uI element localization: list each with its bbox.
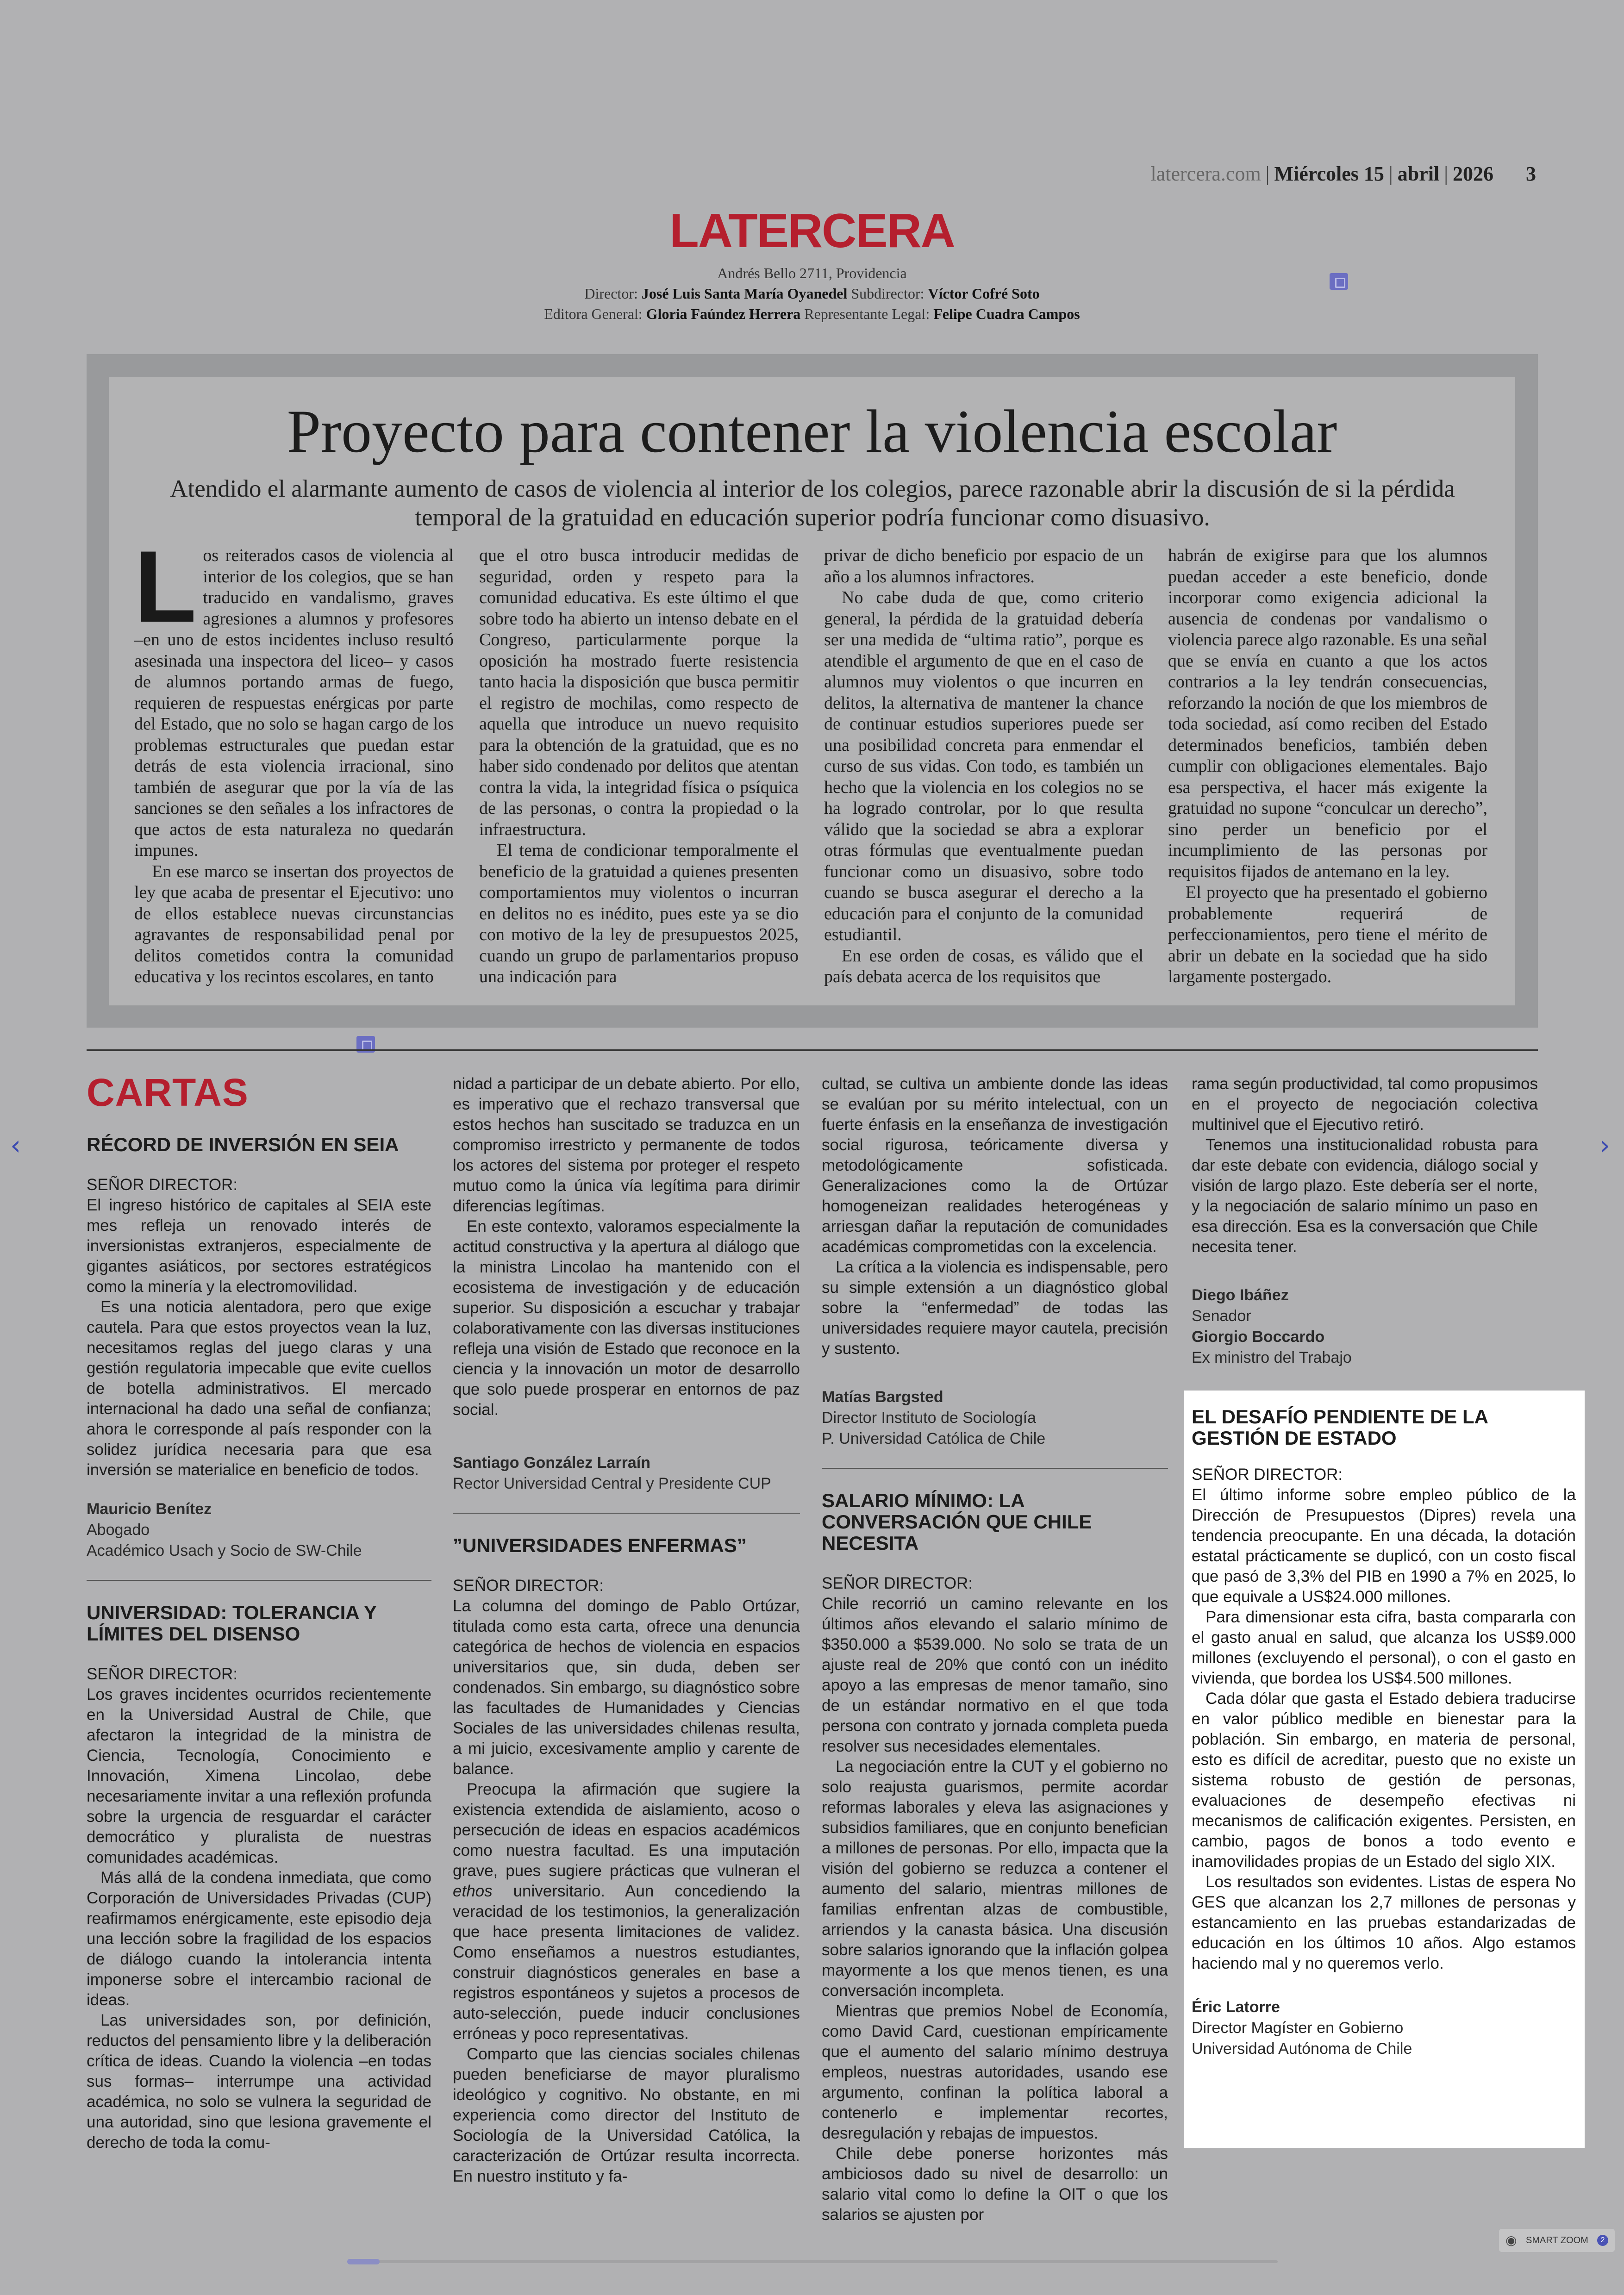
signature-name: Diego Ibáñez — [1192, 1286, 1289, 1304]
editorial-paragraph: que el otro busca introducir medidas de seguridad, orden y respeto para la comunidad educativa. Es este último el que sobre todo ha abierto un intenso debate en el Congreso, particularmente porque la oposición ha mostrado fuerte resistencia tanto hacia la disposición que busca permitir el registro de mochilas, como respecto de aquella que introduce un nuevo requisito para la obtención de la gratuidad, que es no haber sido condenado por delitos que atentan contra la vida, la integridad física o psíquica de las personas, o contra la propiedad o la infraestructura. — [479, 546, 799, 839]
letter-paragraph: El ingreso histórico de capitales al SEIA este mes refleja un renovado interés de inversionistas extranjeros, especialmente de gigantes asiáticos, por sectores estratégicos como la minería y la electromovilidad. — [87, 1196, 431, 1296]
signature-name: Giorgio Boccardo — [1192, 1328, 1325, 1346]
section-divider — [87, 1049, 1538, 1051]
director-name: José Luis Santa María Oyanedel — [641, 285, 848, 302]
editorial-paragraph: En ese marco se insertan dos proyectos de ley que acaba de presentar el Ejecutivo: uno de ellos establece nuevas circunstancias agravantes de responsabilidad penal por delitos cometidos contra la comunidad educativa y los recintos escolares, en tanto — [134, 861, 454, 986]
letter-title: RÉCORD DE INVERSIÓN EN SEIA — [87, 1134, 399, 1155]
editorial-title: Proyecto para contener la violencia escolar — [287, 397, 1337, 465]
article-select-marker[interactable] — [1330, 273, 1348, 290]
legal-rep-name: Felipe Cuadra Campos — [933, 306, 1080, 322]
cartas-column-4 — [1192, 1074, 1538, 1368]
letter-paragraph: La columna del domingo de Pablo Ortúzar, titulada como esta carta, ofrece una denuncia categórica de hechos de violencia en espacios universitarios que, sin duda, deben ser condenados. Sin embargo, su diagnóstico sobre las facultades de Humanidades y Ciencias Sociales de las universidades chilenas resulta, a mi juicio, excesivamente amplio y carente de balance. — [453, 1597, 800, 1778]
letter-signature — [453, 1453, 800, 1494]
letter-salutation: SEÑOR DIRECTOR: — [87, 1176, 238, 1194]
letter-paragraph: Tenemos una institucionalidad robusta para dar este debate con evidencia, diálogo social y visión de largo plazo. Este debería ser el norte, y la negociación de salario mínimo un paso en esa dirección. Esa es la conversación que Chile necesita tener. — [1192, 1136, 1538, 1256]
letter-signature — [822, 1387, 1168, 1449]
scrollbar-thumb[interactable] — [347, 2259, 380, 2264]
cartas-column-2 — [453, 1074, 800, 2187]
signature-name: Mauricio Benítez — [87, 1500, 212, 1518]
signature-title: Ex ministro del Trabajo — [1192, 1349, 1352, 1366]
editorial-paragraph: El tema de condicionar temporalmente el beneficio de la gratuidad a quienes presenten comportamientos muy violentos o incurran en delitos no es inédito, pues este ya se dio con motivo de la ley de presupuestos 2025, cuando un grupo de parlamentarios propuso una indicación para — [479, 841, 799, 986]
letter-paragraph: Cada dólar que gasta el Estado debiera traducirse en valor público medible en bienestar para la población. Sin embargo, en materia de personal, esto es difícil de acreditar, puesto que no existe un sistema robusto de gestión de personas, evaluaciones de desempeño efectivas ni mecanismos de calificación exigentes. Persisten, en cambio, pagos de bonos a todo evento e inamovilidades propias de un Estado del siglo XIX. — [1192, 1690, 1576, 1871]
letter-paragraph: rama según productividad, tal como propusimos en el proyecto de negociación colectiva multinivel que el Ejecutivo retiró. — [1192, 1075, 1538, 1134]
signature-title: Abogado — [87, 1521, 150, 1539]
site-url: latercera.com — [1150, 162, 1261, 185]
smart-zoom-count-badge: 2 — [1597, 2235, 1608, 2246]
drop-cap: L — [134, 530, 197, 643]
next-page-arrow-icon[interactable]: › — [1599, 1129, 1611, 1161]
letter-divider — [822, 1468, 1168, 1469]
letter-salutation: SEÑOR DIRECTOR: — [453, 1577, 604, 1595]
cartas-column-3 — [822, 1074, 1168, 2225]
highlighted-letter — [1192, 1406, 1576, 2059]
signature-title: Senador — [1192, 1307, 1251, 1325]
letter-salutation: SEÑOR DIRECTOR: — [822, 1574, 973, 1592]
address: Andrés Bello 2711, Providencia — [717, 265, 907, 281]
editorial-paragraph: habrán de exigirse para que los alumnos puedan acceder a este beneficio, donde incorporar como exigencia adicional la ausencia de condenas por vandalismo o violencia parece algo razonable. Es una señal que se envía en cuanto a que los actos contrarios a la ley tendrán consecuencias, reforzando la noción de que los miembros de toda sociedad, así como reciben del Estado determinados beneficios, también deben cumplir con obligaciones elementales. Bajo esa perspectiva, el hacer más exigente la gratuidad no supone “conculcar un derecho”, sino perder un beneficio por el incumplimiento de las personas por requisitos fijados de antemano en la ley. — [1168, 546, 1487, 881]
eye-icon: ◉ — [1505, 2233, 1517, 2247]
date-day: Miércoles 15 — [1274, 162, 1384, 185]
letter-title: UNIVERSIDAD: TOLERANCIA Y LÍMITES DEL DISENSO — [87, 1602, 377, 1645]
letter-paragraph: La negociación entre la CUT y el gobierno no solo reajusta guarismos, permite acordar reformas laborales y eleva las asignaciones y subsidios familiares, que en conjunto benefician a millones de personas. Por ello, impacta que la visión del gobierno se reduzca a contener el aumento del salario, mientras millones de familias enfrentan alzas de combustible, arriendos y la canasta básica. Una discusión sobre salarios ignorando que la inflación golpea mayormente a los que menos tienen, es una conversación incompleta. — [822, 1758, 1168, 2000]
signature-title: Director Magíster en Gobierno — [1192, 2019, 1404, 2037]
editora-name: Gloria Faúndez Herrera — [646, 306, 801, 322]
letter-paragraph: En este contexto, valoramos especialmente la actitud constructiva y la apertura al diálogo que la ministra Lincolao ha mantenido con el ecosistema de investigación y de educación superior. Su disposición a escuchar y trabajar colaborativamente con las diversas instituciones refleja una visión de Estado que reconoce en la ciencia y la innovación un motor de desarrollo que solo puede prosperar en entornos de paz social. — [453, 1217, 800, 1419]
letter-title: SALARIO MÍNIMO: LA CONVERSACIÓN QUE CHILE NECESITA — [822, 1490, 1092, 1554]
letter-signature — [1192, 1997, 1576, 2059]
signature-title: Rector Universidad Central y Presidente CUP — [453, 1475, 771, 1492]
smart-zoom-button[interactable] — [1499, 2229, 1615, 2252]
date-month: abril — [1397, 162, 1440, 185]
date-year: 2026 — [1453, 162, 1493, 185]
masthead-editors: Editora General: Gloria Faúndez Herrera Representante Legal: Felipe Cuadra Campos — [544, 306, 1080, 322]
letter-paragraph: nidad a participar de un debate abierto. Por ello, es imperativo que el rechazo transversal que estos hechos han suscitado se traduzca en un compromiso irrestricto y permanente de todos los actores del sistema por proteger el respeto mutuo como la única vía legítima para dirimir diferencias legítimas. — [453, 1075, 800, 1215]
letter-paragraph: El último informe sobre empleo público de la Dirección de Presupuestos (Dipres) revela una tendencia preocupante. En una década, la dotación estatal prácticamente se duplicó, con un costo fiscal que pasó de 3,3% del PIB en 1990 a 7% en 2025, lo que equivale a US$24.000 millones. — [1192, 1486, 1576, 1606]
letter-title: ”UNIVERSIDADES ENFERMAS” — [453, 1534, 747, 1556]
letter-paragraph: Comparto que las ciencias sociales chilenas pueden beneficiarse de mayor pluralismo ideológico y cognitivo. No obstante, en mi experiencia como director del Instituto de Sociología de la Universidad Católica, la caracterización de Ortúzar resulta incorrecta. En nuestro instituto y fa- — [453, 2045, 800, 2185]
letter-paragraph: Para dimensionar esta cifra, basta compararla con el gasto anual en salud, que alcanza los US$9.000 millones (excluyendo el personal), o con el gasto en vivienda, que bordea los US$4.500 millones. — [1192, 1608, 1576, 1687]
signature-name: Santiago González Larraín — [453, 1454, 650, 1472]
signature-title: Académico Usach y Socio de SW-Chile — [87, 1542, 362, 1559]
subdirector-name: Víctor Cofré Soto — [928, 285, 1040, 302]
smart-zoom-label: SMART ZOOM — [1526, 2235, 1588, 2245]
letter-paragraph: Preocupa la afirmación que sugiere la existencia extendida de aislamiento, acoso o persecución de ideas en espacios académicos como nuestra facultad. Es una imputación grave, pues sugiere prácticas que vulneran el ethos universitario. Aun concediendo la veracidad de los testimonios, la generalización que hace presenta limitaciones de validez. Como enseñamos a nuestros estudiantes, construir diagnósticos generales en base a registros espontáneos y sujetos a procesos de auto-selección, puede inducir conclusiones erróneas y poco representativas. — [453, 1780, 800, 2043]
letter-paragraph: Los graves incidentes ocurridos recientemente en la Universidad Austral de Chile, que afectaron la integridad de la ministra de Ciencia, Tecnología, Conocimiento e Innovación, Ximena Lincolao, debe necesariamente invitar a una reflexión profunda sobre la urgencia de resguardar el carácter democrático y pluralista de nuestras comunidades académicas. — [87, 1685, 431, 1866]
editorial-column-4 — [1168, 545, 1487, 999]
masthead — [0, 263, 1624, 324]
editorial-paragraph: El proyecto que ha presentado el gobierno probablemente requerirá de perfeccionamientos, pero tiene el mérito de abrir un debate en la sociedad que ha sido largamente postergado. — [1168, 883, 1487, 986]
cartas-section-title: CARTAS — [87, 1071, 249, 1114]
letter-divider — [87, 1580, 431, 1581]
letter-paragraph: Chile debe ponerse horizontes más ambiciosos dado su nivel de desarrollo: un salario vital como lo define la OIT o que los salarios se ajusten por — [822, 2145, 1168, 2224]
masthead-directors: Director: José Luis Santa María Oyanedel Subdirector: Víctor Cofré Soto — [584, 285, 1040, 302]
signature-name: Éric Latorre — [1192, 1998, 1280, 2016]
signature-title: P. Universidad Católica de Chile — [822, 1430, 1046, 1447]
letter-paragraph: Las universidades son, por definición, reductos del pensamiento libre y la deliberación crítica de ideas. Cuando la violencia –en todas sus formas– interrumpe una actividad académica, no solo se vulnera la seguridad de una autoridad, sino que lesiona gravemente el derecho de toda la comu- — [87, 2011, 431, 2152]
letter-paragraph: Chile recorrió un camino relevante en los últimos años elevando el salario mínimo de $350.000 a $539.000. No solo se trata de un ajuste real de 20% que contó con un inédito apoyo a las empresas de menor tamaño, sino de un estándar normativo en el que toda persona con contrato y jornada completa pueda resolver sus necesidades elementales. — [822, 1595, 1168, 1755]
prev-page-arrow-icon[interactable]: ‹ — [10, 1129, 21, 1161]
signature-title: Director Instituto de Sociología — [822, 1409, 1037, 1427]
letter-salutation: SEÑOR DIRECTOR: — [87, 1665, 238, 1683]
editorial-paragraph: En ese orden de cosas, es válido que el país debata acerca de los requisitos que — [824, 946, 1143, 986]
horizontal-scrollbar[interactable] — [347, 2260, 1278, 2263]
letter-paragraph: Mientras que premios Nobel de Economía, como David Card, cuestionan empíricamente que el aumento del salario mínimo destruya empleos, nuestras autoridades, usando ese argumento, confinan la política laboral a contenerlo e implementar recortes, desregulación y rebajas de impuestos. — [822, 2002, 1168, 2142]
cartas-column-1 — [87, 1134, 431, 2153]
letter-signature — [1192, 1285, 1538, 1368]
letter-paragraph: Es una noticia alentadora, pero que exige cautela. Para que estos proyectos vean la luz, necesitamos reglas del juego claras y una gestión regulatoria impecable que evite cuellos de botella administrativos. El mercado internacional ha dado una señal de confianza; ahora le corresponde al país responder con la solidez jurídica necesaria para que esa inversión se materialice en beneficio de todos. — [87, 1298, 431, 1479]
letter-signature — [87, 1499, 431, 1561]
editorial-subtitle: Atendido el alarmante aumento de casos de violencia al interior de los colegios, parece razonable abrir la discusión de si la pérdida temporal de la gratuidad en educación superior podría funcionar como disuasivo. — [170, 475, 1455, 531]
letter-divider — [453, 1513, 800, 1514]
letter-salutation: SEÑOR DIRECTOR: — [1192, 1466, 1343, 1484]
signature-name: Matías Bargsted — [822, 1388, 943, 1406]
letter-paragraph: Más allá de la condena inmediata, que como Corporación de Universidades Privadas (CUP) reafirmamos enérgicamente, este episodio deja una lección sobre la fragilidad de los espacios de diálogo cuando la intolerancia intenta imponerse sobre el intercambio racional de ideas. — [87, 1869, 431, 2009]
letter-title: EL DESAFÍO PENDIENTE DE LA GESTIÓN DE ESTADO — [1192, 1406, 1488, 1449]
editorial-column-2 — [479, 545, 799, 999]
letter-paragraph: La crítica a la violencia es indispensable, pero su simple extensión a un diagnóstico global sobre la “enfermedad” de todas las universidades requiere mayor cautela, precisión y sustento. — [822, 1258, 1168, 1358]
letter-paragraph: cultad, se cultiva un ambiente donde las ideas se evalúan por su mérito intelectual, con un fuerte énfasis en la enseñanza de investigación social rigurosa, teóricamente diversa y metodológicamente sofisticada. Generalizaciones como la de Ortúzar homogeneizan realidades heterogéneas y arriesgan dañar la reputación de comunidades académicas comprometidas con la excelencia. — [822, 1075, 1168, 1256]
editorial-paragraph: Los reiterados casos de violencia al interior de los colegios, que se han traducido en vandalismo, graves agresiones a alumnos y profesores –en uno de estos incidentes incluso resultó asesinada una inspectora del liceo– y casos de alumnos portando armas de fuego, requieren de respuestas enérgicas por parte del Estado, que no solo se hagan cargo de los problemas estructurales que puedan estar detrás de esta violencia irracional, sino también de asegurar que por la vía de las sanciones se den señales a los infractores de que actos de esta naturaleza no quedarán impunes. — [134, 530, 454, 860]
newspaper-logo: LATERCERA — [669, 204, 955, 258]
dateline: latercera.com | Miércoles 15 | abril | 2026 3 — [1150, 162, 1536, 185]
letter-paragraph: Los resultados son evidentes. Listas de espera No GES que alcanzan los 2,7 millones de personas y estancamiento en las pruebas estandarizadas de educación en los últimos 10 años. Algo estamos haciendo mal y no queremos verlo. — [1192, 1873, 1576, 1972]
page-number: 3 — [1526, 162, 1536, 185]
editorial-column-3 — [824, 545, 1143, 999]
editorial-column-1 — [134, 530, 454, 999]
editorial-paragraph: No cabe duda de que, como criterio general, la pérdida de la gratuidad debería ser una medida de “ultima ratio”, porque es atendible el argumento de que en el caso de alumnos muy violentos o que incurren en delitos, la alternativa de mantener la chance de continuar estudios superiores puede ser una posibilidad concreta para enmendar el curso de sus vidas. Con todo, es también un hecho que la violencia en los colegios no se ha logrado controlar, por lo que resulta válido que la sociedad se abra a explorar otras fórmulas que eventualmente puedan funcionar como un disuasivo, sobre todo cuando se busca asegurar el derecho a la educación para el conjunto de la comunidad estudiantil. — [824, 588, 1143, 944]
editorial-paragraph: privar de dicho beneficio por espacio de un año a los alumnos infractores. — [824, 546, 1143, 586]
signature-title: Universidad Autónoma de Chile — [1192, 2040, 1412, 2058]
